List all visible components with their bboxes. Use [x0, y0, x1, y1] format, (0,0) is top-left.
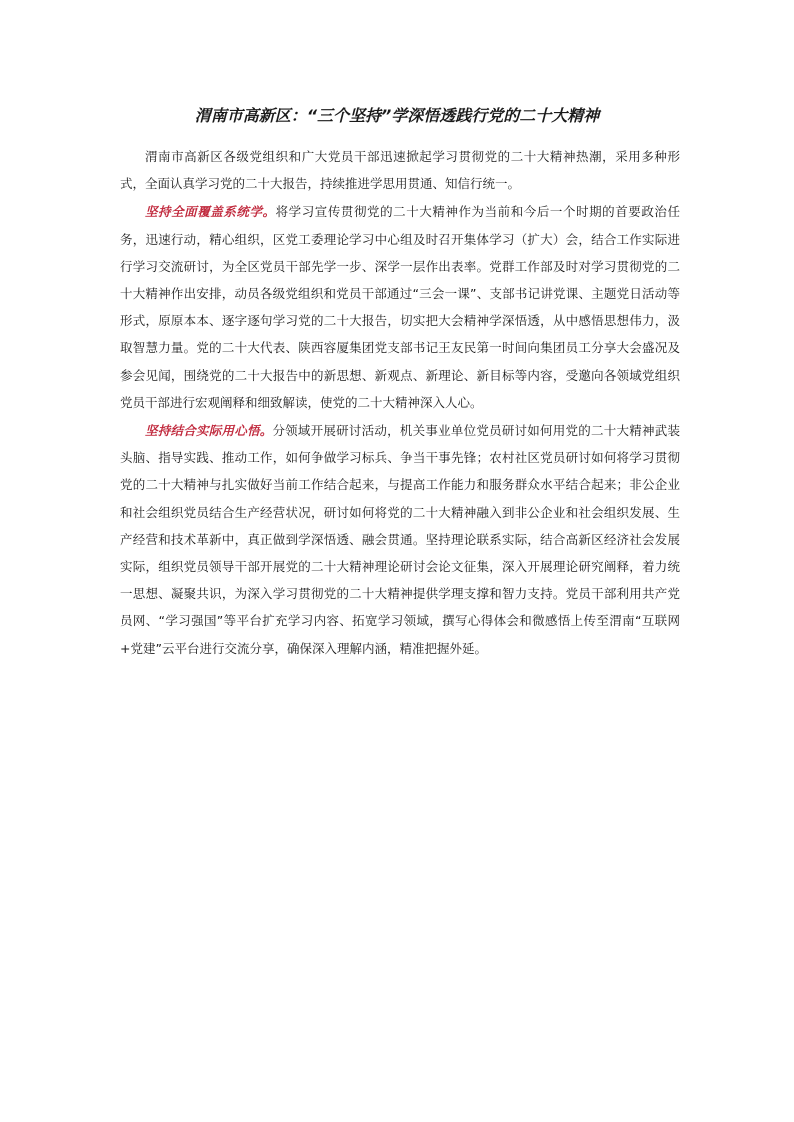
intro-paragraph: [120, 143, 680, 197]
paragraph-text: 渭南市高新区各级党组织和广大党员干部迅速掀起学习贯彻党的二十大精神热潮，采用多种形式，全面认真学习党的二十大报告，持续推进学思用贯通、知信行统一。: [120, 149, 680, 192]
section-paragraph-study: [120, 198, 680, 416]
section-heading-practice: 坚持结合实际用心悟。: [145, 423, 273, 439]
document-title: 渭南市高新区：“三个坚持”学深悟透践行党的二十大精神: [194, 106, 600, 125]
paragraph-text: 分领域开展研讨活动，机关事业单位党员研讨如何用党的二十大精神武装头脑、指导实践、推动工作，如何争做学习标兵、争当干事先锋；农村社区党员研讨如何将学习贯彻党的二十大精神与扎实做好当前工作结合起来，与提高工作能力和服务群众水平结合起来；非公企业和社会组织党员结合生产经营状况，研讨如何将党的二十大精神融入到非公企业和社会组织发展、生产经营和技术革新中，真正做到学深悟透、融会贯通。坚持理论联系实际，结合高新区经济社会发展实际，组织党员领导干部开展党的二十大精神理论研讨会论文征集，深入开展理论研究阐释，着力统一思想、凝聚共识，为深入学习贯彻党的二十大精神提供学理支撑和智力支持。党员干部利用共产党员网、“学习强国”等平台扩充学习内容、拓宽学习领域，撰写心得体会和微感悟上传至渭南“互联网+党建”云平台进行交流分享，确保深入理解内涵，精准把握外延。: [120, 423, 680, 656]
section-heading-study: 坚持全面覆盖系统学。: [145, 204, 276, 220]
section-paragraph-practice: [120, 417, 680, 662]
paragraph-text: 将学习宣传贯彻党的二十大精神作为当前和今后一个时期的首要政治任务，迅速行动，精心组织，区党工委理论学习中心组及时召开集体学习（扩大）会，结合工作实际进行学习交流研讨，为全区党员干部先学一步、深学一层作出表率。党群工作部及时对学习贯彻党的二十大精神作出安排，动员各级党组织和党员干部通过“三会一课”、支部书记讲党课、主题党日活动等形式，原原本本、逐字逐句学习党的二十大报告，切实把大会精神学深悟透，从中感悟思想伟力，汲取智慧力量。党的二十大代表、陕西容厦集团党支部书记王友民第一时间向集团员工分享大会盛况及参会见闻，围绕党的二十大报告中的新思想、新观点、新理论、新目标等内容，受邀向各领域党组织党员干部进行宏观阐释和细致解读，使党的二十大精神深入人心。: [120, 204, 680, 410]
document-body: [120, 143, 680, 662]
